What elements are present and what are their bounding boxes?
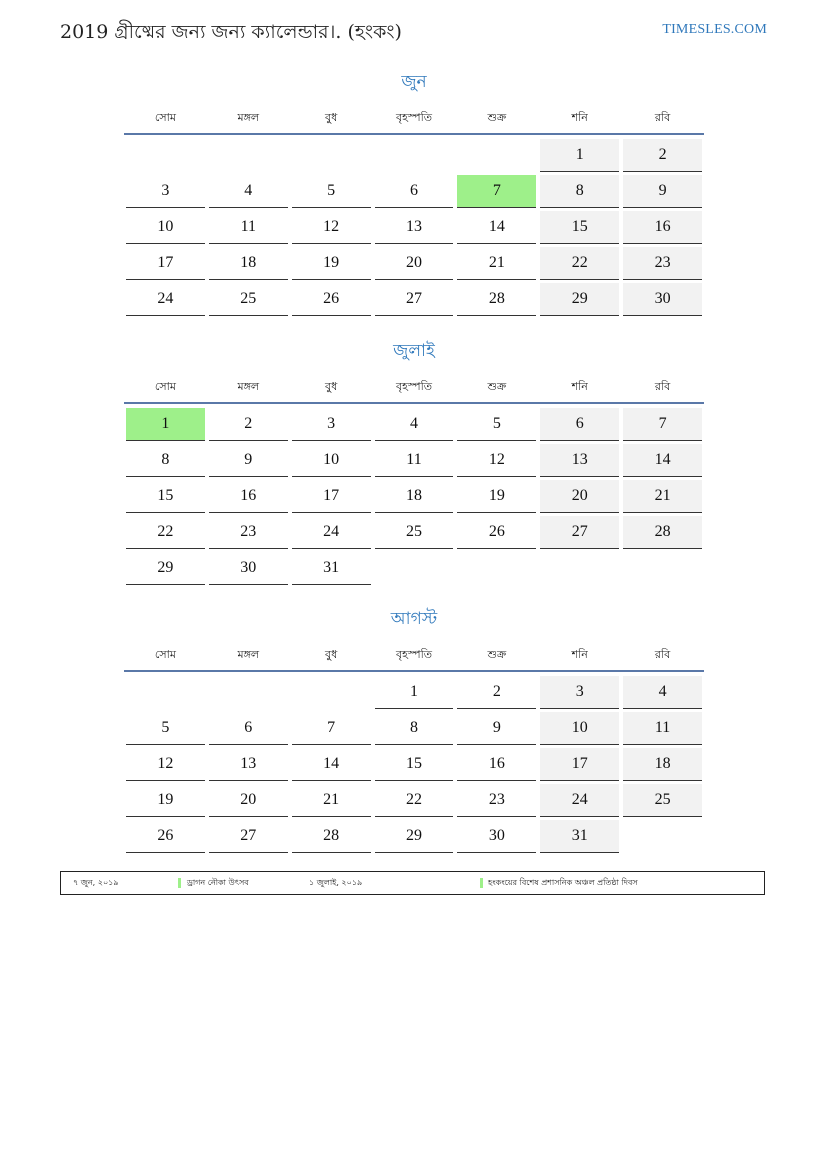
weekday-label: শুক্র — [487, 648, 507, 661]
site-link[interactable]: TIMESLES.COM — [662, 22, 767, 37]
day-number: 9 — [209, 444, 288, 477]
week-row — [124, 676, 704, 712]
day-cell — [621, 444, 704, 480]
month-block — [124, 339, 704, 588]
holiday-day-cell — [455, 175, 538, 211]
day-number: 2 — [209, 408, 288, 441]
day-number: 5 — [457, 408, 536, 441]
day-number: 6 — [375, 175, 454, 208]
day-number: 2 — [457, 676, 536, 709]
weekday-label: শনি — [571, 111, 588, 124]
weekday-label: মঙ্গল — [237, 111, 260, 124]
empty-cell — [290, 139, 373, 175]
month-block — [124, 607, 704, 856]
day-cell — [290, 444, 373, 480]
day-number: 19 — [292, 247, 371, 280]
day-cell — [207, 211, 290, 247]
day-number: 5 — [292, 175, 371, 208]
day-cell — [621, 211, 704, 247]
day-cell — [290, 175, 373, 211]
week-row — [124, 748, 704, 784]
page-title: 2019 গ্রীষ্মের জন্য জন্য ক্যালেন্ডার।. (হংকং) — [60, 21, 402, 43]
legend-swatch — [480, 878, 483, 888]
weekday-label: মঙ্গল — [237, 380, 260, 393]
day-number: 20 — [540, 480, 619, 513]
day-cell — [124, 516, 207, 552]
weekday-header — [124, 106, 704, 130]
day-cell — [373, 283, 456, 319]
weekday-label: শুক্র — [487, 111, 507, 124]
empty-cell — [538, 552, 621, 588]
day-number: 28 — [292, 820, 371, 853]
day-cell — [621, 175, 704, 211]
empty-cell-inner — [623, 820, 702, 852]
legend-date: ১ জুলাই, ২০১৯ — [309, 878, 363, 887]
day-cell — [538, 175, 621, 211]
day-cell — [538, 139, 621, 175]
empty-cell-inner — [209, 676, 288, 708]
week-row — [124, 784, 704, 820]
day-number: 27 — [209, 820, 288, 853]
day-cell — [621, 676, 704, 712]
day-cell — [124, 552, 207, 588]
day-cell — [621, 784, 704, 820]
week-row — [124, 820, 704, 856]
day-number: 13 — [209, 748, 288, 781]
day-number: 8 — [540, 175, 619, 208]
day-number: 3 — [540, 676, 619, 709]
day-number: 15 — [375, 748, 454, 781]
day-cell — [124, 748, 207, 784]
day-cell — [455, 211, 538, 247]
day-cell — [124, 211, 207, 247]
empty-cell-inner — [375, 552, 454, 584]
day-cell — [621, 139, 704, 175]
day-number: 10 — [292, 444, 371, 477]
empty-cell-inner — [457, 139, 536, 171]
day-cell — [455, 784, 538, 820]
day-cell — [373, 480, 456, 516]
day-number: 25 — [623, 784, 702, 817]
day-cell — [455, 748, 538, 784]
day-cell — [124, 480, 207, 516]
day-number: 18 — [209, 247, 288, 280]
day-cell — [621, 712, 704, 748]
header-divider — [124, 402, 704, 404]
day-cell — [455, 712, 538, 748]
day-number: 18 — [375, 480, 454, 513]
day-cell — [538, 712, 621, 748]
day-cell — [207, 784, 290, 820]
day-cell — [207, 175, 290, 211]
legend-holiday-name: হংকংয়ের বিশেষ প্রশাসনিক অঞ্চল প্রতিষ্ঠা দিবস — [488, 878, 638, 887]
day-number: 28 — [457, 283, 536, 316]
day-cell — [207, 408, 290, 444]
day-cell — [207, 516, 290, 552]
weekday-label: শুক্র — [487, 380, 507, 393]
day-cell — [290, 516, 373, 552]
day-cell — [621, 247, 704, 283]
empty-cell — [124, 139, 207, 175]
day-cell — [290, 408, 373, 444]
day-number: 9 — [623, 175, 702, 208]
day-grid — [124, 408, 704, 588]
day-cell — [621, 408, 704, 444]
day-grid — [124, 676, 704, 856]
day-number: 21 — [292, 784, 371, 817]
day-number: 27 — [375, 283, 454, 316]
weekday-label: বুধ — [325, 648, 338, 661]
day-number: 4 — [623, 676, 702, 709]
day-number: 16 — [457, 748, 536, 781]
empty-cell — [373, 139, 456, 175]
day-cell — [207, 444, 290, 480]
day-number: 9 — [457, 712, 536, 745]
day-cell — [207, 712, 290, 748]
day-cell — [290, 820, 373, 856]
day-cell — [290, 211, 373, 247]
day-number: 25 — [375, 516, 454, 549]
day-cell — [538, 211, 621, 247]
day-number: 22 — [375, 784, 454, 817]
legend-date: ৭ জুন, ২০১৯ — [73, 878, 119, 887]
day-cell — [373, 820, 456, 856]
empty-cell-inner — [126, 676, 205, 708]
day-cell — [373, 211, 456, 247]
day-number: 31 — [540, 820, 619, 853]
day-number: 28 — [623, 516, 702, 549]
week-row — [124, 175, 704, 211]
day-number: 13 — [540, 444, 619, 477]
day-number: 22 — [540, 247, 619, 280]
day-number: 14 — [457, 211, 536, 244]
day-cell — [455, 516, 538, 552]
weekday-label: বৃহস্পতি — [396, 648, 432, 661]
weekday-label: শনি — [571, 380, 588, 393]
empty-cell-inner — [457, 552, 536, 584]
day-number: 24 — [292, 516, 371, 549]
day-cell — [538, 444, 621, 480]
day-cell — [538, 247, 621, 283]
day-number: 17 — [540, 748, 619, 781]
day-number: 13 — [375, 211, 454, 244]
day-cell — [373, 748, 456, 784]
empty-cell — [621, 552, 704, 588]
day-number: 3 — [292, 408, 371, 441]
weekday-label: সোম — [154, 111, 176, 124]
empty-cell-inner — [540, 552, 619, 584]
legend-holiday-name: ড্রাগন নৌকা উৎসব — [187, 878, 249, 887]
day-number: 15 — [126, 480, 205, 513]
holiday-legend — [60, 871, 765, 895]
day-number: 27 — [540, 516, 619, 549]
day-number: 17 — [292, 480, 371, 513]
day-number: 26 — [292, 283, 371, 316]
day-number: 7 — [457, 175, 536, 208]
day-cell — [124, 784, 207, 820]
day-number: 19 — [126, 784, 205, 817]
day-number: 1 — [540, 139, 619, 172]
day-cell — [621, 283, 704, 319]
day-number: 29 — [375, 820, 454, 853]
day-number: 8 — [375, 712, 454, 745]
day-cell — [538, 676, 621, 712]
empty-cell — [373, 552, 456, 588]
week-row — [124, 139, 704, 175]
day-number: 11 — [375, 444, 454, 477]
day-cell — [290, 748, 373, 784]
day-cell — [373, 784, 456, 820]
day-cell — [124, 712, 207, 748]
empty-cell — [455, 139, 538, 175]
day-cell — [290, 480, 373, 516]
month-title: জুন — [401, 72, 427, 92]
day-cell — [373, 175, 456, 211]
empty-cell — [207, 676, 290, 712]
day-cell — [621, 480, 704, 516]
week-row — [124, 408, 704, 444]
day-number: 4 — [375, 408, 454, 441]
empty-cell-inner — [292, 676, 371, 708]
day-number: 4 — [209, 175, 288, 208]
week-row — [124, 552, 704, 588]
week-row — [124, 211, 704, 247]
day-cell — [373, 444, 456, 480]
weekday-label: রবি — [654, 380, 671, 393]
day-number: 30 — [457, 820, 536, 853]
empty-cell-inner — [375, 139, 454, 171]
day-number: 7 — [292, 712, 371, 745]
day-number: 15 — [540, 211, 619, 244]
day-number: 17 — [126, 247, 205, 280]
weekday-label: রবি — [654, 648, 671, 661]
day-number: 31 — [292, 552, 371, 585]
day-number: 6 — [209, 712, 288, 745]
day-number: 11 — [623, 712, 702, 745]
day-cell — [124, 247, 207, 283]
day-number: 12 — [292, 211, 371, 244]
day-cell — [207, 748, 290, 784]
header-divider — [124, 670, 704, 672]
day-number: 10 — [540, 712, 619, 745]
day-number: 5 — [126, 712, 205, 745]
day-number: 12 — [457, 444, 536, 477]
weekday-label: বুধ — [325, 111, 338, 124]
empty-cell-inner — [292, 139, 371, 171]
legend-swatch — [178, 878, 181, 888]
weekday-label: সোম — [154, 648, 176, 661]
empty-cell — [207, 139, 290, 175]
day-cell — [538, 283, 621, 319]
day-cell — [207, 283, 290, 319]
day-number: 30 — [623, 283, 702, 316]
day-cell — [290, 247, 373, 283]
day-cell — [538, 516, 621, 552]
day-cell — [373, 247, 456, 283]
day-cell — [621, 748, 704, 784]
day-cell — [538, 408, 621, 444]
day-cell — [455, 247, 538, 283]
holiday-day-cell — [124, 408, 207, 444]
day-grid — [124, 139, 704, 319]
weekday-label: বুধ — [325, 380, 338, 393]
day-number: 29 — [126, 552, 205, 585]
day-number: 16 — [209, 480, 288, 513]
day-number: 11 — [209, 211, 288, 244]
day-cell — [290, 784, 373, 820]
day-number: 23 — [623, 247, 702, 280]
day-cell — [124, 283, 207, 319]
day-number: 3 — [126, 175, 205, 208]
day-cell — [455, 408, 538, 444]
day-number: 25 — [209, 283, 288, 316]
day-cell — [124, 820, 207, 856]
week-row — [124, 712, 704, 748]
day-cell — [124, 444, 207, 480]
day-cell — [290, 552, 373, 588]
empty-cell-inner — [209, 139, 288, 171]
day-cell — [455, 283, 538, 319]
weekday-label: সোম — [154, 380, 176, 393]
week-row — [124, 444, 704, 480]
week-row — [124, 283, 704, 319]
day-number: 22 — [126, 516, 205, 549]
day-cell — [538, 748, 621, 784]
day-cell — [290, 283, 373, 319]
day-cell — [621, 516, 704, 552]
day-number: 26 — [457, 516, 536, 549]
empty-cell — [455, 552, 538, 588]
day-number: 23 — [209, 516, 288, 549]
day-number: 18 — [623, 748, 702, 781]
day-cell — [207, 480, 290, 516]
day-number: 6 — [540, 408, 619, 441]
weekday-label: বৃহস্পতি — [396, 380, 432, 393]
day-number: 2 — [623, 139, 702, 172]
month-title: আগস্ট — [390, 609, 438, 629]
day-number: 14 — [623, 444, 702, 477]
weekday-label: মঙ্গল — [237, 648, 260, 661]
day-number: 16 — [623, 211, 702, 244]
day-number: 20 — [209, 784, 288, 817]
day-cell — [373, 676, 456, 712]
day-number: 21 — [457, 247, 536, 280]
day-number: 24 — [540, 784, 619, 817]
day-number: 14 — [292, 748, 371, 781]
weekday-label: রবি — [654, 111, 671, 124]
day-number: 21 — [623, 480, 702, 513]
week-row — [124, 480, 704, 516]
day-cell — [290, 712, 373, 748]
weekday-label: শনি — [571, 648, 588, 661]
empty-cell-inner — [623, 552, 702, 584]
day-number: 30 — [209, 552, 288, 585]
day-number: 20 — [375, 247, 454, 280]
day-cell — [538, 480, 621, 516]
weekday-label: বৃহস্পতি — [396, 111, 432, 124]
day-cell — [207, 247, 290, 283]
day-number: 1 — [375, 676, 454, 709]
empty-cell — [290, 676, 373, 712]
day-cell — [455, 676, 538, 712]
day-number: 19 — [457, 480, 536, 513]
day-number: 12 — [126, 748, 205, 781]
day-cell — [455, 444, 538, 480]
header-divider — [124, 133, 704, 135]
weekday-header — [124, 375, 704, 399]
week-row — [124, 247, 704, 283]
day-number: 10 — [126, 211, 205, 244]
day-cell — [207, 552, 290, 588]
day-cell — [538, 784, 621, 820]
day-cell — [538, 820, 621, 856]
week-row — [124, 516, 704, 552]
month-title: জুলাই — [393, 341, 435, 361]
day-cell — [207, 820, 290, 856]
day-number: 26 — [126, 820, 205, 853]
day-cell — [455, 480, 538, 516]
day-cell — [373, 408, 456, 444]
day-cell — [124, 175, 207, 211]
day-number: 8 — [126, 444, 205, 477]
day-cell — [373, 712, 456, 748]
day-cell — [455, 820, 538, 856]
day-number: 29 — [540, 283, 619, 316]
day-number: 23 — [457, 784, 536, 817]
empty-cell — [621, 820, 704, 856]
empty-cell — [124, 676, 207, 712]
day-cell — [373, 516, 456, 552]
day-number: 1 — [126, 408, 205, 441]
month-block — [124, 70, 704, 319]
day-number: 7 — [623, 408, 702, 441]
day-number: 24 — [126, 283, 205, 316]
weekday-header — [124, 643, 704, 667]
empty-cell-inner — [126, 139, 205, 171]
